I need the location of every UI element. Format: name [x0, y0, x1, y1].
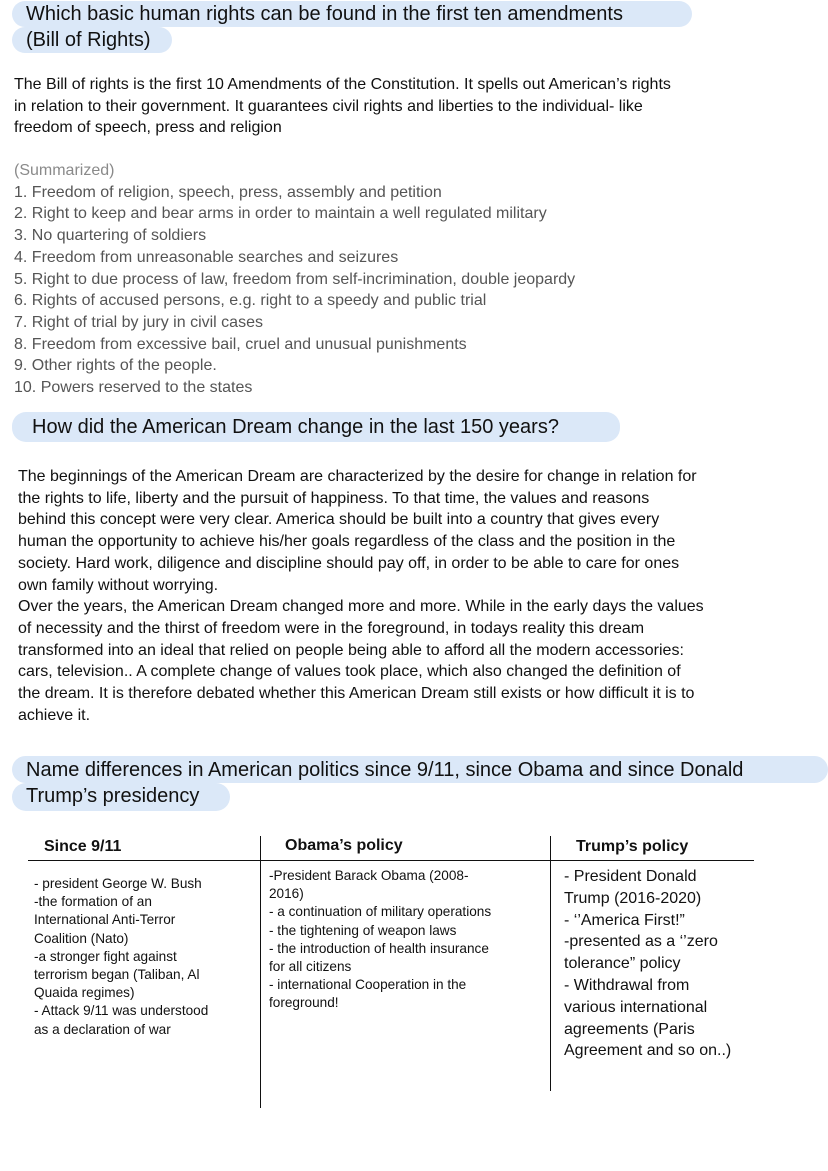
list-item: 6. Rights of accused persons, e.g. right to a speedy and public trial: [14, 292, 487, 310]
column-divider: [260, 836, 261, 1108]
table-column-since-911: [34, 875, 256, 1039]
table-cell-line: - a continuation of military operations: [269, 904, 492, 920]
table-cell-line: - Attack 9/11 was understood: [34, 1003, 209, 1019]
paragraph-line: The beginnings of the American Dream are characterized by the desire for change in relation for: [18, 468, 697, 485]
bill-of-rights-paragraph: [14, 74, 814, 139]
table-cell-line: - the introduction of health insurance: [269, 940, 489, 956]
table-cell-line: Trump (2016-2020): [564, 889, 702, 907]
paragraph-line: human the opportunity to achieve his/her goals regardless of the class and the position in the: [18, 533, 676, 551]
table-cell-line: -presented as a ‘’zero: [564, 933, 718, 951]
list-item: 9. Other rights of the people.: [14, 357, 217, 375]
list-item: 5. Right to due process of law, freedom from self-incrimination, double jeopardy: [14, 270, 576, 288]
table-cell-line: - ‘’America First!”: [564, 911, 685, 929]
section-heading-american-dream: How did the American Dream change in the last 150 years?: [32, 416, 559, 438]
list-item: 8. Freedom from excessive bail, cruel and unusual punishments: [14, 335, 467, 353]
paragraph-line: the rights to life, liberty and the pursuit of happiness. To that time, the values and reasons: [18, 489, 650, 507]
table-header-since-911: Since 9/11: [44, 838, 122, 855]
table-cell-line: - President Donald: [564, 868, 697, 885]
heading-line: (Bill of Rights): [26, 29, 151, 51]
paragraph-line: society. Hard work, diligence and discipline should pay off, in order to be able to care for ones: [18, 554, 680, 572]
table-cell-line: various international: [564, 998, 708, 1016]
list-item: 7. Right of trial by jury in civil cases: [14, 313, 263, 331]
table-cell-line: terrorism began (Taliban, Al: [34, 967, 200, 983]
table-cell-line: - president George W. Bush: [34, 876, 202, 891]
table-cell-line: Quaida regimes): [34, 985, 135, 1001]
table-rule: [28, 860, 754, 861]
table-cell-line: International Anti-Terror: [34, 912, 176, 928]
table-header-obama: Obama’s policy: [285, 837, 403, 854]
section-heading-bill-of-rights: [26, 1, 623, 53]
section-heading-politics: [26, 757, 743, 809]
american-dream-paragraph: [18, 466, 818, 726]
table-cell-line: -the formation of an: [34, 894, 152, 910]
table-column-trump: [564, 866, 774, 1062]
heading-line: Trump’s presidency: [26, 785, 200, 807]
table-cell-line: - international Cooperation in the: [269, 977, 467, 993]
list-item: 10. Powers reserved to the states: [14, 379, 253, 397]
amendments-list: [14, 160, 575, 399]
list-item: 2. Right to keep and bear arms in order to maintain a well regulated military: [14, 205, 547, 223]
table-cell-line: -President Barack Obama (2008-: [269, 868, 469, 883]
table-header-trump: Trump’s policy: [576, 838, 689, 855]
list-item: 3. No quartering of soldiers: [14, 227, 207, 245]
paragraph-line: transformed into an ideal that relied on people being able to afford all the modern accessories:: [18, 641, 684, 659]
heading-line: Name differences in American politics since 9/11, since Obama and since Donald: [26, 759, 744, 781]
paragraph-line: cars, television.. A complete change of values took place, which also changed the definition of: [18, 663, 681, 681]
table-cell-line: - Withdrawal from: [564, 976, 690, 994]
paragraph-line: own family without worrying.: [18, 576, 219, 594]
paragraph-line: Over the years, the American Dream changed more and more. While in the early days the values: [18, 598, 704, 616]
table-cell-line: - the tightening of weapon laws: [269, 922, 457, 938]
paragraph-line: behind this concept were very clear. America should be built into a country that gives every: [18, 511, 660, 529]
table-cell-line: Agreement and so on..): [564, 1042, 732, 1060]
list-label: (Summarized): [14, 162, 115, 179]
table-cell-line: tolerance” policy: [564, 955, 681, 973]
paragraph-line: achieve it.: [18, 706, 91, 724]
paragraph-line: freedom of speech, press and religion: [14, 119, 282, 137]
list-item: 4. Freedom from unreasonable searches and seizures: [14, 248, 399, 266]
table-cell-line: as a declaration of war: [34, 1021, 171, 1037]
column-divider: [550, 836, 551, 1091]
table-cell-line: 2016): [269, 886, 304, 902]
table-column-obama: [269, 867, 547, 1013]
table-cell-line: agreements (Paris: [564, 1020, 695, 1038]
paragraph-line: in relation to their government. It guarantees civil rights and liberties to the individual- like: [14, 97, 643, 115]
list-item: 1. Freedom of religion, speech, press, assembly and petition: [14, 183, 442, 201]
paragraph-line: of necessity and the thirst of freedom were in the foreground, in todays reality this dream: [18, 619, 645, 637]
table-cell-line: -a stronger fight against: [34, 948, 177, 964]
paragraph-line: the dream. It is therefore debated whether this American Dream still exists or how difficult it is to: [18, 685, 695, 703]
heading-line: Which basic human rights can be found in the first ten amendments: [26, 3, 623, 25]
table-cell-line: Coalition (Nato): [34, 930, 129, 946]
table-cell-line: foreground!: [269, 995, 339, 1011]
table-cell-line: for all citizens: [269, 959, 352, 975]
paragraph-line: The Bill of rights is the first 10 Amendments of the Constitution. It spells out American’s rights: [14, 76, 671, 93]
